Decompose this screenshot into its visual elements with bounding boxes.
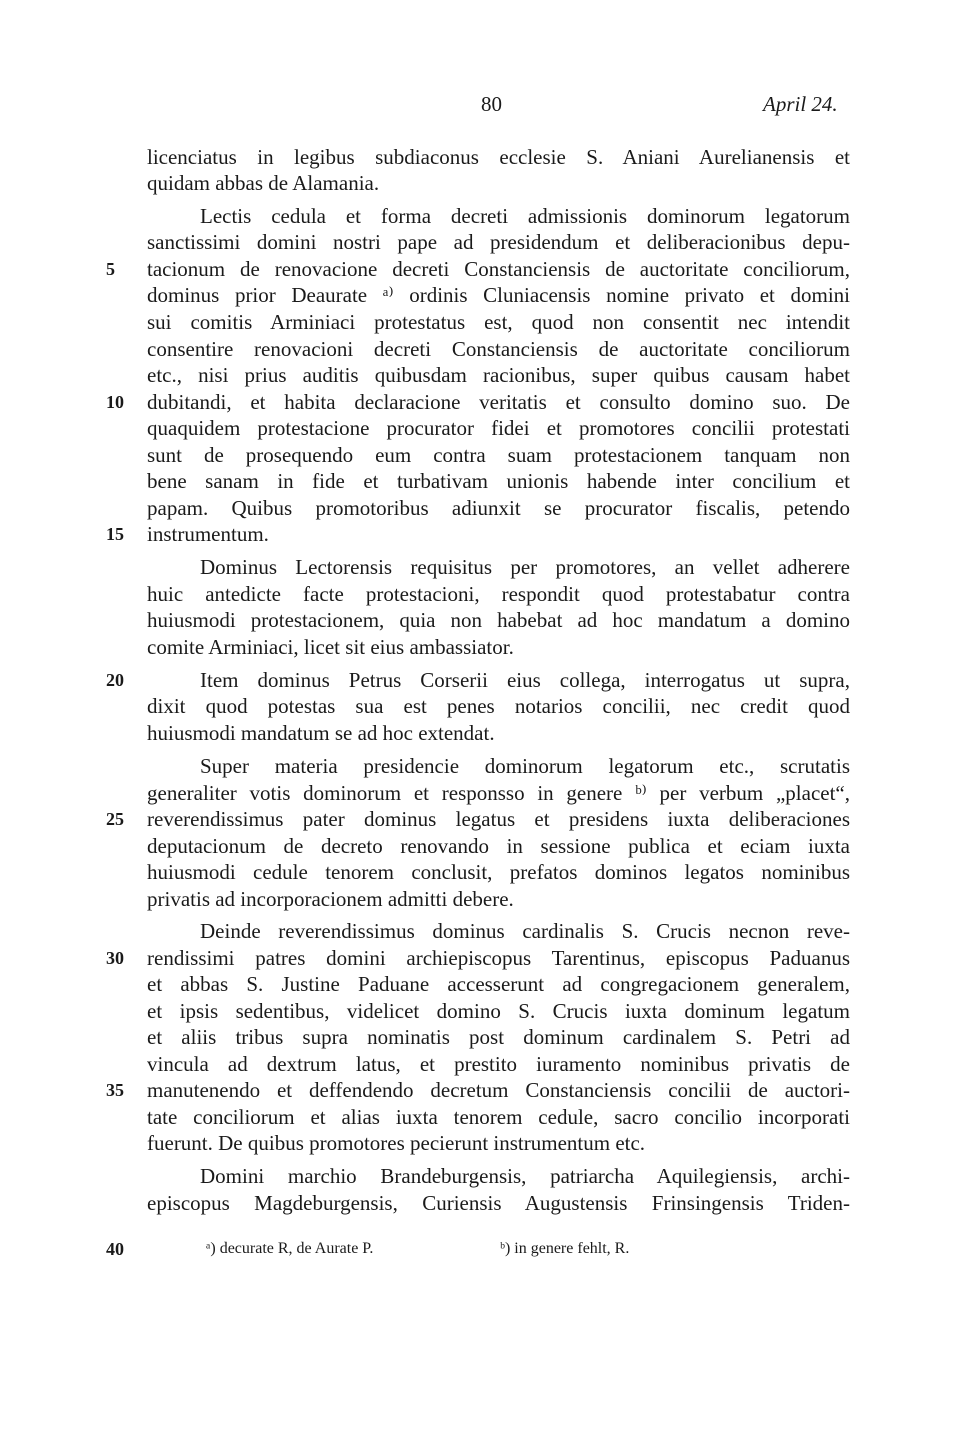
text-line: papam. Quibus promotoribus adiunxit se procurator fiscalis, petendo [147, 496, 850, 520]
text-line: sanctissimi domini nostri pape ad presidendum et deliberacionibus depu- [147, 230, 850, 254]
text-line: huiusmodi protestacionem, quia non habebat ad hoc mandatum a domino [147, 608, 850, 632]
page-number: 80 [481, 92, 502, 116]
text-line: sunt de prosequendo eum contra suam protestacionem tanquam non [147, 443, 850, 467]
text-line: reverendissimus pater dominus legatus et presidens iuxta deliberaciones [147, 807, 850, 831]
text-line: dixit quod potestas sua est penes notarios concilii, nec credit quod [147, 694, 850, 718]
running-head-date: April 24. [763, 92, 838, 116]
line-number: 40 [106, 1239, 124, 1259]
text-line: generaliter votis dominorum et responsso in genere ᵇ⁾ per verbum „placet“, [147, 781, 850, 805]
text-line: Item dominus Petrus Corserii eius collega, interrogatus ut supra, [200, 668, 850, 692]
text-line: comite Arminiaci, licet sit eius ambassiator. [147, 635, 514, 659]
line-number: 30 [106, 948, 124, 968]
line-number: 5 [106, 259, 115, 279]
text-line: instrumentum. [147, 522, 269, 546]
text-line: consentire renovacioni decreti Constanciensis de auctoritate conciliorum [147, 337, 850, 361]
text-line: rendissimi patres domini archiepiscopus Tarentinus, episcopus Paduanus [147, 946, 850, 970]
text-line: huiusmodi cedule tenorem conclusit, prefatos dominos legatos nominibus [147, 860, 850, 884]
text-line: manutenendo et deffendendo decretum Constanciensis concilii de auctori- [147, 1078, 850, 1102]
text-line: Super materia presidencie dominorum legatorum etc., scrutatis [200, 754, 850, 778]
text-line: dubitandi, et habita declaracione veritatis et consulto domino suo. De [147, 390, 850, 414]
text-line: huic antedicte facte protestacioni, respondit quod protestabatur contra [147, 582, 850, 606]
line-number: 35 [106, 1080, 124, 1100]
text-line: sui comitis Arminiaci protestatus est, quod non consentit nec intendit [147, 310, 850, 334]
text-line: et aliis tribus supra nominatis post dominum cardinalem S. Petri ad [147, 1025, 850, 1049]
text-line: huiusmodi mandatum se ad hoc extendat. [147, 721, 495, 745]
line-number: 20 [106, 670, 124, 690]
text-line: episcopus Magdeburgensis, Curiensis Augustensis Frinsingensis Triden- [147, 1191, 850, 1215]
line-number: 10 [106, 392, 124, 412]
text-line: tate conciliorum et alias iuxta tenorem cedule, sacro concilio incorporati [147, 1105, 850, 1129]
text-line: etc., nisi prius auditis quibusdam racionibus, super quibus causam habet [147, 363, 850, 387]
text-line: quaquidem protestacione procurator fidei et promotores concilii protestati [147, 416, 850, 440]
line-number: 15 [106, 524, 124, 544]
text-line: Dominus Lectorensis requisitus per promotores, an vellet adherere [200, 555, 850, 579]
text-line: tacionum de renovacione decreti Constanciensis de auctoritate conciliorum, [147, 257, 850, 281]
text-line: privatis ad incorporacionem admitti debere. [147, 887, 514, 911]
line-number: 25 [106, 809, 124, 829]
text-line: vincula ad dextrum latus, et prestito iuramento nominibus privatis de [147, 1052, 850, 1076]
text-line: Domini marchio Brandeburgensis, patriarcha Aquilegiensis, archi- [200, 1164, 850, 1188]
text-line: Deinde reverendissimus dominus cardinalis S. Crucis necnon reve- [200, 919, 850, 943]
text-line: quidam abbas de Alamania. [147, 171, 380, 195]
text-line: deputacionum de decreto renovando in sessione publica et eciam iuxta [147, 834, 850, 858]
text-line: Lectis cedula et forma decreti admissionis dominorum legatorum [200, 204, 850, 228]
text-line: bene sanam in fide et turbativam unionis habende inter concilium et [147, 469, 850, 493]
footnote-b: ᵇ) in genere fehlt, R. [500, 1240, 630, 1257]
text-line: fuerunt. De quibus promotores pecierunt instrumentum etc. [147, 1131, 646, 1155]
footnote-a: ᵃ) decurate R, de Aurate P. [206, 1240, 374, 1257]
text-line: et ipsis sedentibus, videlicet domino S. Crucis iuxta dominum legatum [147, 999, 850, 1023]
text-line: licenciatus in legibus subdiaconus ecclesie S. Aniani Aurelianensis et [147, 145, 850, 169]
text-line: et abbas S. Justine Paduane accesserunt ad congregacionem generalem, [147, 972, 850, 996]
text-line: dominus prior Deaurate ᵃ⁾ ordinis Cluniacensis nomine privato et domini [147, 283, 850, 307]
